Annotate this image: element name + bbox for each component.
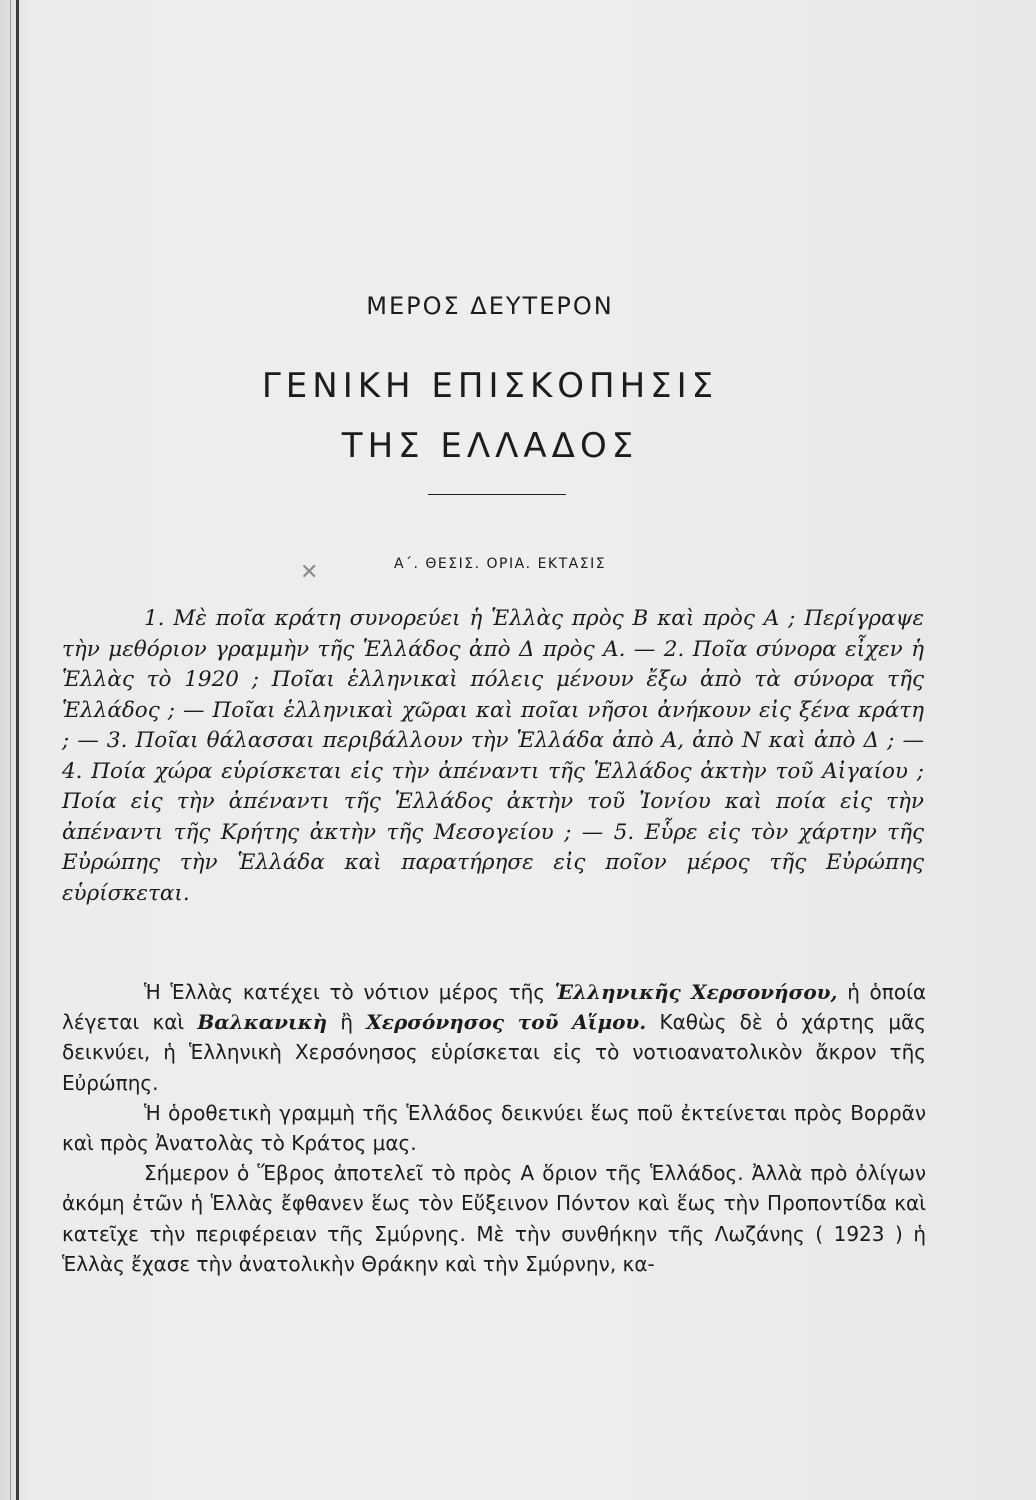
- term-haemus-peninsula: Χερσόνησος τοῦ Αἵμου.: [366, 1010, 647, 1035]
- page-binding-edge: [16, 0, 19, 1500]
- exercise-questions: 1. Μὲ ποῖα κράτη συνορεύει ἡ Ἑλλὰς πρὸς Β καὶ πρὸς Α ; Περίγραψε τὴν μεθόριον γραμμὴν τῆς Ἑλλάδος ἀπὸ Δ πρὸς Α. — 2. Ποῖα σύνορα εἶχεν ἡ Ἑλλὰς τὸ 1920 ; Ποῖαι ἑλληνικαὶ πόλεις μένουν ἔξω ἀπὸ τὰ σύνορα τῆς Ἑλλάδος ; — Ποῖαι ἑλληνικαὶ χῶραι καὶ ποῖαι νῆσοι ἀνήκουν εἰς ξένα κράτη ; — 3. Ποῖαι θάλασσαι περιβάλλουν τὴν Ἑλλάδα ἀπὸ Α, ἀπὸ Ν καὶ ἀπὸ Δ ; — 4. Ποία χώρα εὑρίσκεται εἰς τὴν ἀπέναντι τῆς Ἑλλάδος ἀκτὴν τοῦ Αἰγαίου ; Ποία εἰς τὴν ἀπέναντι τῆς Ἑλλάδος ἀκτὴν τοῦ Ἰονίου καὶ ποία εἰς τὴν ἀπέναντι τῆς Κρήτης ἀκτὴν τῆς Μεσογείου ; — 5. Εὗρε εἰς τὸν χάρτην τῆς Εὐρώπης τὴν Ἑλλάδα καὶ παρατήρησε εἰς ποῖον μέρος τῆς Εὐρώπης εὑρίσκεται.: [62, 606, 924, 906]
- body-text: [62, 977, 926, 1279]
- term-hellenic-peninsula: Ἑλληνικῆς Χερσονήσου,: [554, 980, 838, 1004]
- page-edge-line: [10, 0, 11, 1500]
- paragraph-1-text-b: ἡ ὁποία λέγεται καὶ: [62, 980, 927, 1035]
- part-title: ΜΕΡΟΣ ΔΕΥΤΕΡΟΝ: [366, 292, 614, 320]
- paragraph-1-text-a: Ἡ Ἑλλὰς κατέχει τὸ νότιον μέρος τῆς: [144, 980, 546, 1004]
- paragraph-2: Ἡ ὁροθετικὴ γραμμὴ τῆς Ἑλλάδος δεικνύει ἕως ποῦ ἐκτείνεται πρὸς Βορρᾶν καὶ πρὸς Ἀνατολὰς τὸ Κράτος μας.: [62, 1100, 926, 1156]
- pencil-mark-icon: ✕: [300, 560, 319, 585]
- title-divider: [428, 494, 566, 495]
- term-balkan: Βαλκανικὴ: [197, 1010, 328, 1035]
- paragraph-1: [62, 977, 926, 1098]
- paragraph-1-text-c: ἢ: [340, 1010, 354, 1035]
- paragraph-3: Σήμερον ὁ Ἕβρος ἀποτελεῖ τὸ πρὸς Α ὅριον τῆς Ἑλλάδος. Ἀλλὰ πρὸ ὀλίγων ἀκόμη ἐτῶν ἡ Ἑλλὰς ἔφθανεν ἕως τὸν Εὔξεινον Πόντον καὶ ἕως τὴν Προποντίδα καὶ κατεῖχε τὴν περιφέρειαν τῆς Σμύρνης. Μὲ τὴν συνθήκην τῆς Λωζάνης ( 1923 ) ἡ Ἑλλὰς ἔχασε τὴν ἀνατολικὴν Θράκην καὶ τὴν Σμύρνην, κα-: [62, 1161, 926, 1276]
- main-title-line-2: ΤΗΣ ΕΛΛΑΔΟΣ: [341, 426, 639, 466]
- section-heading: Α΄. ΘΕΣΙΣ. ΟΡΙΑ. ΕΚΤΑΣΙΣ: [393, 556, 607, 572]
- main-title-line-1: ΓΕΝΙΚΗ ΕΠΙΣΚΟΠΗΣΙΣ: [261, 366, 719, 406]
- paragraph-1-text-d: Καθὼς δὲ ὁ χάρτης μᾶς δεικνύει, ἡ Ἑλληνικὴ Χερσόνησος εὑρίσκεται εἰς τὸ νοτιοανατολικὸν ἄκρον τῆς Εὐρώπης.: [62, 1010, 927, 1095]
